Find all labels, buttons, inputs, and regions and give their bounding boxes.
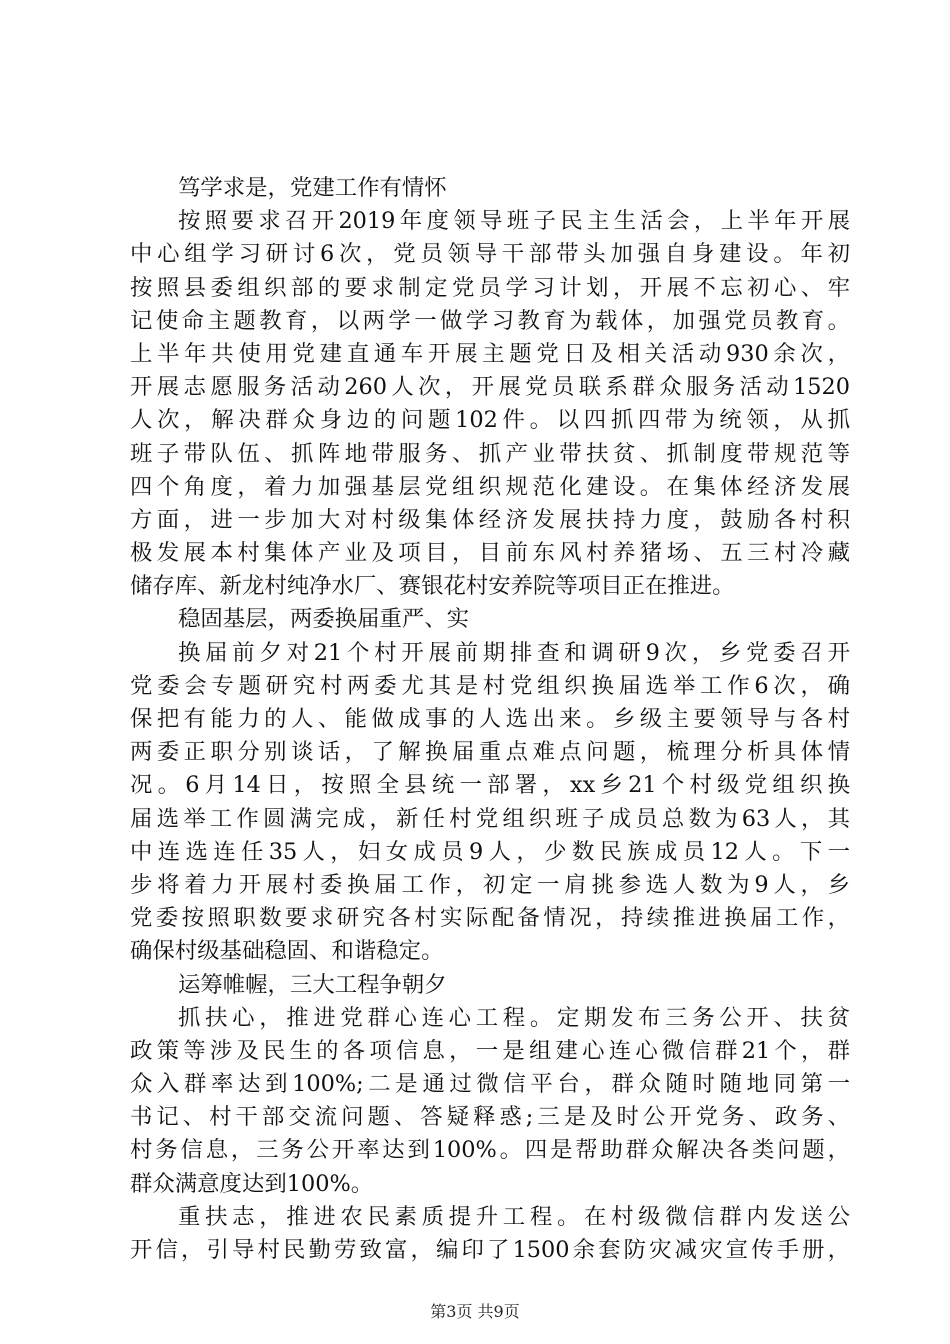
text-line: 政策等涉及民生的各项信息，一是组建心连心微信群21个，群	[130, 1037, 850, 1064]
document-body	[130, 172, 850, 1267]
text-line: 村务信息，三务公开率达到100%。四是帮助群众解决各类问题，	[130, 1137, 850, 1164]
text-line: 按照要求召开2019年度领导班子民主生活会，上半年开展	[178, 208, 850, 235]
text-line: 开展志愿服务活动260人次，开展党员联系群众服务活动1520	[130, 374, 850, 401]
text-line: 笃学求是，党建工作有情怀	[178, 175, 447, 201]
text-line: 开信，引导村民勤劳致富，编印了1500余套防灾减灾宣传手册，	[130, 1237, 850, 1263]
text-line: 四个角度，着力加强基层党组织规范化建设。在集体经济发展	[130, 473, 850, 500]
text-line: 记使命主题教育，以两学一做学习教育为载体，加强党员教育。	[130, 307, 850, 334]
text-line: 班子带队伍、抓阵地带服务、抓产业带扶贫、抓制度带规范等	[130, 440, 850, 467]
text-line: 按照县委组织部的要求制定党员学习计划，开展不忘初心、牢	[130, 274, 850, 301]
text-line: 重扶志，推进农民素质提升工程。在村级微信群内发送公	[178, 1203, 850, 1230]
text-line: 中心组学习研讨6次，党员领导干部带头加强自身建设。年初	[130, 241, 850, 268]
text-line: 步将着力开展村委换届工作，初定一肩挑参选人数为9人，乡	[130, 871, 850, 898]
text-line: 党委按照职数要求研究各村实际配备情况，持续推进换届工作，	[130, 905, 850, 932]
text-line: 抓扶心，推进党群心连心工程。定期发布三务公开、扶贫	[178, 1004, 850, 1031]
text-line: 换届前夕对21个村开展前期排查和调研9次，乡党委召开	[178, 639, 850, 666]
text-line: 两委正职分别谈话，了解换届重点难点问题，梳理分析具体情	[130, 739, 850, 766]
text-line: 中连选连任35人，妇女成员9人，少数民族成员12人。下一	[130, 838, 850, 865]
text-line: 况。6月14日，按照全县统一部署，xx乡21个村级党组织换	[130, 772, 850, 799]
text-line: 确保村级基础稳固、和谐稳定。	[130, 938, 444, 965]
text-line: 人次，解决群众身边的问题102件。以四抓四带为统领，从抓	[130, 407, 850, 434]
text-line: 运筹帷幄，三大工程争朝夕	[178, 971, 447, 998]
text-line: 保把有能力的人、能做成事的人选出来。乡级主要领导与各村	[130, 706, 850, 732]
text-line: 方面，进一步加大对村级集体经济发展扶持力度，鼓励各村积	[130, 506, 850, 533]
text-line: 届选举工作圆满完成，新任村党组织班子成员总数为63人，其	[130, 805, 850, 832]
text-line: 众入群率达到100%;二是通过微信平台，群众随时随地同第一	[130, 1071, 850, 1098]
text-line: 极发展本村集体产业及项目，目前东风村养猪场、五三村冷藏	[130, 540, 850, 567]
text-line: 党委会专题研究村两委尤其是村党组织换届选举工作6次，确	[130, 672, 850, 699]
text-line: 书记、村干部交流问题、答疑释惑;三是及时公开党务、政务、	[130, 1104, 850, 1131]
text-line: 上半年共使用党建直通车开展主题党日及相关活动930余次，	[130, 340, 850, 367]
text-line: 稳固基层，两委换届重严、实	[178, 606, 470, 633]
text-line: 群众满意度达到100%。	[130, 1170, 374, 1197]
page-footer: 第3页 共9页	[430, 1302, 520, 1321]
text-line: 储存库、新龙村纯净水厂、赛银花村安养院等项目正在推进。	[130, 573, 735, 600]
